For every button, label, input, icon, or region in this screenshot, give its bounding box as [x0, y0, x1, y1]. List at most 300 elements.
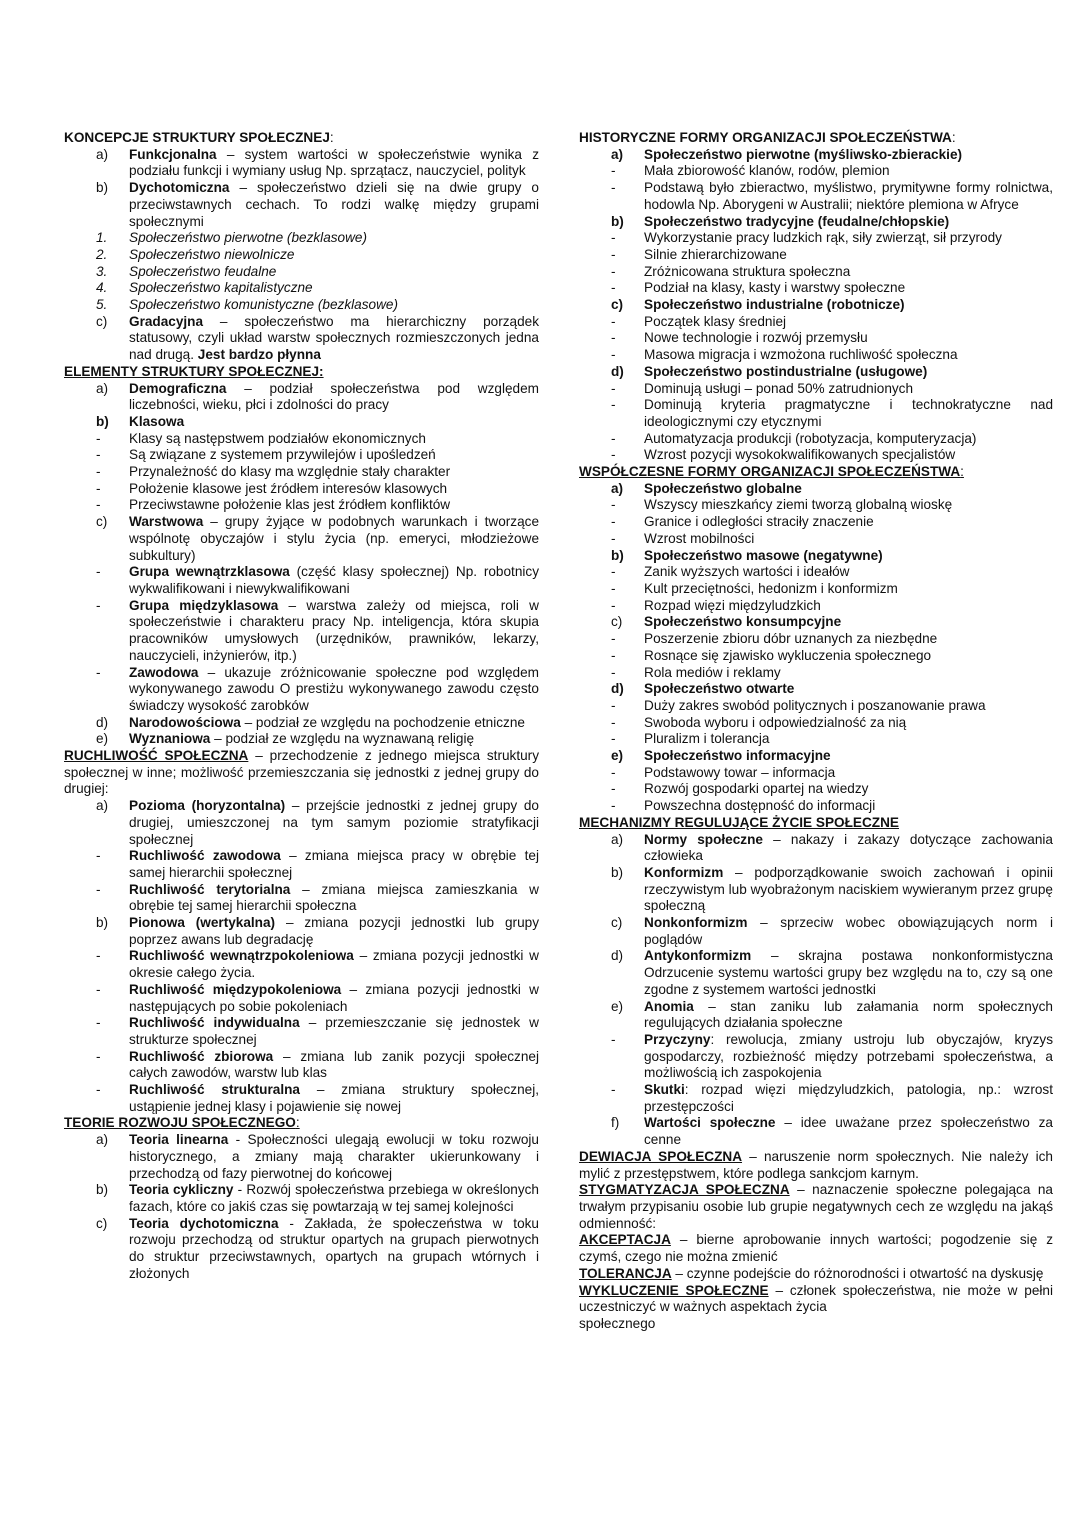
- list-item-text: [644, 765, 1053, 782]
- list-marker: -: [96, 881, 101, 897]
- definition: Rosnące się zjawisko wykluczenia społecznego: [644, 647, 932, 663]
- list-marker: d): [611, 363, 624, 379]
- list-marker: -: [611, 514, 616, 530]
- term: Antykonformizm: [644, 948, 752, 964]
- list-item-text: [129, 1049, 539, 1082]
- definition: – ukazuje zróżnicowanie społeczne pod względem wykonywanego zawodu O prestiżu wykonywanego zawodu często świadczy wysokość zarobków: [129, 664, 539, 713]
- list-item: [579, 230, 1053, 247]
- list-item-text: [129, 598, 539, 665]
- list-item-text: [644, 548, 1053, 565]
- definition: - Rozwój społeczeństwa przebiega w określonych fazach, które co jakiś czas się powtarzają w tej samej kolejności: [129, 1182, 539, 1214]
- list-marker: -: [611, 798, 616, 814]
- term: AKCEPTACJA: [579, 1232, 671, 1248]
- term: Anomia: [644, 998, 694, 1014]
- list-item: [579, 781, 1053, 798]
- list-marker: b): [96, 413, 109, 429]
- list-item: [579, 347, 1053, 364]
- list-marker: -: [611, 647, 616, 663]
- list-item: [64, 1182, 539, 1215]
- definition: Wszyscy mieszkańcy ziemi tworzą globalną wioskę: [644, 497, 953, 513]
- list-item-text: [644, 163, 1053, 180]
- list-item-text: [644, 915, 1053, 948]
- list-item-text: [129, 882, 539, 915]
- term: DEWIACJA SPOŁECZNA: [579, 1148, 743, 1164]
- list-marker: -: [96, 497, 101, 513]
- list-marker: -: [611, 246, 616, 262]
- definition-paragraph: [579, 1316, 1053, 1333]
- definition: Podstawowy towar – informacja: [644, 764, 836, 780]
- term: Społeczeństwo informacyjne: [644, 748, 831, 764]
- definition: - Zakłada, że społeczeństwa w toku rozwoju przechodzą od struktur opartych na grupach pierwotnych do struktur przeciwstawnych, opartych na grupach wtórnych i złożonych: [129, 1215, 539, 1281]
- list-item: [64, 798, 539, 848]
- term: Społeczeństwo industrialne (robotnicze): [644, 297, 905, 313]
- term: Skutki: [644, 1082, 685, 1098]
- list-item: [64, 381, 539, 414]
- definition: – podporządkowanie swoich zachowań i opinii rzeczywistym lub wyobrażonym naciskiem wywieranym przez grupę społeczną: [644, 864, 1053, 914]
- definition: Przeciwstawne położenie klas jest źródłem konfliktów: [129, 497, 451, 513]
- term: Społeczeństwo globalne: [644, 480, 802, 496]
- definition: Początek klasy średniej: [644, 313, 787, 329]
- definition: Społeczeństwo pierwotne (bezklasowe): [129, 230, 368, 246]
- list-item-text: [129, 431, 539, 448]
- list-item-text: [644, 748, 1053, 765]
- definition: – podział ze względu na wyznawaną religię: [210, 731, 475, 747]
- term: Ruchliwość wewnątrzpokoleniowa: [129, 948, 354, 964]
- list-item-text: [644, 147, 1053, 164]
- term: Teoria linearna: [129, 1132, 229, 1148]
- list-item-text: [129, 447, 539, 464]
- definition: Rozwój gospodarki opartej na wiedzy: [644, 781, 869, 797]
- list-marker: -: [96, 597, 101, 613]
- list-item: [64, 731, 539, 748]
- list-item-text: [129, 247, 539, 264]
- list-item: [579, 314, 1053, 331]
- term: Normy społeczne: [644, 831, 763, 847]
- term: WYKLUCZENIE SPOŁECZNE: [579, 1282, 769, 1298]
- definition: Podział na klasy, kasty i warstwy społeczne: [644, 280, 906, 296]
- definition: – przemieszczanie się jednostek w strukturze społecznej: [129, 1015, 539, 1047]
- section-heading-text: TEORIE ROZWOJU SPOŁECZNEGO: [64, 1115, 296, 1131]
- list-item-text: [644, 264, 1053, 281]
- list-item: [64, 982, 539, 1015]
- definition: – nakazy i zakazy dotyczące zachowania człowieka: [644, 831, 1053, 864]
- term: Pozioma (horyzontalna): [129, 798, 286, 814]
- list-item: [64, 564, 539, 597]
- term: TOLERANCJA: [579, 1265, 672, 1281]
- section-heading-text: KONCEPCJE STRUKTURY SPOŁECZNEJ: [64, 130, 330, 145]
- list-item-text: [129, 381, 539, 414]
- definition: Społeczeństwo kapitalistyczne: [129, 280, 313, 296]
- term: Wartości społeczne: [644, 1115, 776, 1131]
- list-marker: -: [611, 1082, 616, 1098]
- list-marker: -: [611, 263, 616, 279]
- list-item: [579, 397, 1053, 430]
- term: Narodowościowa: [129, 714, 241, 730]
- list-marker: -: [611, 447, 616, 463]
- definition: – przechodzenie z jednego miejsca struktury społecznej w inne; możliwość przemieszczania się jednostki z jednej grupy do drugiej:: [64, 748, 540, 797]
- list-item-text: [644, 214, 1053, 231]
- definition-paragraph: [579, 1283, 1053, 1316]
- term: Społeczeństwo konsumpcyjne: [644, 614, 842, 630]
- term: Ruchliwość indywidualna: [129, 1015, 300, 1031]
- term: RUCHLIWOŚĆ SPOŁECZNA: [64, 748, 249, 764]
- list-item: [579, 481, 1053, 498]
- section-heading-text: HISTORYCZNE FORMY ORGANIZACJI SPOŁECZEŃSTWA: [579, 130, 952, 145]
- list-item: [579, 247, 1053, 264]
- definition: – naznaczenie społeczne polegająca na trwałym przypisaniu osobie lub grupie negatywnych cech ze względu na jakąś odmienność:: [579, 1182, 1053, 1231]
- list-item: [64, 598, 539, 665]
- list-item: [64, 497, 539, 514]
- list-item-text: [129, 497, 539, 514]
- definition: – sprzeciw wobec obowiązujących norm i poglądów: [644, 915, 1053, 947]
- definition: Klasy są następstwem podziałów ekonomicznych: [129, 430, 426, 446]
- list-item-text: [129, 982, 539, 1015]
- list-marker: -: [611, 347, 616, 363]
- list-marker: -: [96, 664, 101, 680]
- list-item-text: [129, 230, 539, 247]
- list-item-text: [129, 731, 539, 748]
- term: Pionowa (wertykalna): [129, 915, 276, 931]
- term: STYGMATYZACJA SPOŁECZNA: [579, 1182, 790, 1198]
- list-item: [579, 1032, 1053, 1082]
- list-marker: e): [96, 731, 109, 747]
- list-item-text: [644, 314, 1053, 331]
- definition: – podział społeczeństwa pod względem liczebności, wieku, płci i zdolności do pracy: [129, 380, 539, 413]
- term: Społeczeństwo postindustrialne (usługowe): [644, 363, 928, 379]
- term: Dychotomiczna: [129, 180, 230, 196]
- list-marker: -: [611, 597, 616, 613]
- list-item: [579, 731, 1053, 748]
- list-item: [579, 297, 1053, 314]
- list-marker: b): [611, 864, 624, 880]
- term: Grupa międzyklasowa: [129, 597, 279, 613]
- list-item: [64, 314, 539, 364]
- list-item-text: [644, 665, 1053, 682]
- list-item-text: [644, 347, 1053, 364]
- definition: Podstawą było zbieractwo, myślistwo, prymitywne formy rolnictwa, hodowla Np. Aborygeni w Australii; niektóre plemiona w Afryce: [644, 180, 1053, 212]
- list-item: [579, 865, 1053, 915]
- list-item: [579, 631, 1053, 648]
- list-marker: a): [611, 480, 624, 496]
- definition: Masowa migracja i wzmożona ruchliwość społeczna: [644, 347, 958, 363]
- list-item: [579, 1082, 1053, 1115]
- list-marker: 4.: [96, 280, 108, 296]
- term: Ruchliwość zbiorowa: [129, 1048, 274, 1064]
- definition: Silnie zhierarchizowane: [644, 246, 787, 262]
- list-item: [579, 381, 1053, 398]
- list-item-text: [129, 297, 539, 314]
- list-marker: a): [96, 798, 109, 814]
- list-item: [579, 999, 1053, 1032]
- term: Klasowa: [129, 413, 185, 429]
- list-item-text: [644, 999, 1053, 1032]
- list-item-text: [644, 397, 1053, 430]
- list-marker: -: [96, 981, 101, 997]
- list-marker: -: [96, 480, 101, 496]
- list-marker: c): [96, 1215, 108, 1231]
- definition: Poszerzenie zbioru dóbr uznanych za niezbędne: [644, 631, 938, 647]
- list-item-text: [129, 915, 539, 948]
- list-item: [579, 765, 1053, 782]
- list-item-text: [644, 798, 1053, 815]
- list-item-text: [129, 1182, 539, 1215]
- definition: – bierne aprobowanie innych wartości; pogodzenie się z czymś, czego nie można zmienić: [579, 1232, 1053, 1265]
- definition: – naruszenie norm społecznych. Nie należy ich mylić z przestępstwem, które podlega sankcjom karnym.: [579, 1148, 1053, 1181]
- list-marker: b): [96, 180, 109, 196]
- list-marker: -: [611, 397, 616, 413]
- term: Teoria dychotomiczna: [129, 1215, 279, 1231]
- list-item-text: [644, 247, 1053, 264]
- term: Funkcjonalna: [129, 146, 217, 162]
- definition: Kult przeciętności, hedonizm i konformizm: [644, 580, 898, 596]
- list-item-text: [644, 364, 1053, 381]
- list-item-text: [644, 614, 1053, 631]
- list-item: [579, 497, 1053, 514]
- list-item-text: [644, 631, 1053, 648]
- definition: Mała zbiorowość klanów, rodów, plemion: [644, 163, 890, 179]
- list-item-text: [644, 781, 1053, 798]
- list-marker: -: [611, 230, 616, 246]
- section-heading-text: WSPÓŁCZESNE FORMY ORGANIZACJI SPOŁECZEŃSTWA: [579, 464, 961, 480]
- list-item-text: [644, 1032, 1053, 1082]
- list-item: [64, 1049, 539, 1082]
- list-item: [64, 280, 539, 297]
- section-heading-text: MECHANIZMY REGULUJĄCE ŻYCIE SPOŁECZNE: [579, 814, 899, 830]
- list-item: [579, 264, 1053, 281]
- definition: Wykorzystanie pracy ludzkich rąk, siły zwierząt, sił przyrody: [644, 230, 1002, 246]
- list-item-text: [129, 1015, 539, 1048]
- definition: Dominują usługi – ponad 50% zatrudnionych: [644, 380, 914, 396]
- list-item-text: [129, 798, 539, 848]
- list-marker: f): [611, 1115, 620, 1131]
- definition: społecznego: [579, 1315, 656, 1331]
- term: Społeczeństwo masowe (negatywne): [644, 547, 883, 563]
- list-marker: e): [611, 998, 624, 1014]
- definition: – zmiana miejsca pracy w obrębie tej samej hierarchii społecznej: [129, 848, 539, 880]
- list-item: [64, 247, 539, 264]
- list-marker: -: [611, 497, 616, 513]
- definition: Nowe technologie i rozwój przemysłu: [644, 330, 868, 346]
- list-item: [64, 180, 539, 230]
- list-item: [579, 364, 1053, 381]
- list-item: [64, 230, 539, 247]
- definition-paragraph: [579, 1232, 1053, 1265]
- list-marker: a): [611, 146, 624, 162]
- list-item: [579, 147, 1053, 164]
- list-marker: a): [611, 831, 624, 847]
- list-item: [64, 948, 539, 981]
- list-marker: a): [96, 146, 109, 162]
- list-item-text: [129, 280, 539, 297]
- list-item-text: [644, 330, 1053, 347]
- right-column: [579, 130, 1053, 1333]
- list-marker: -: [96, 848, 101, 864]
- list-item: [579, 180, 1053, 213]
- definition: Społeczeństwo niewolnicze: [129, 246, 295, 262]
- list-item: [64, 1132, 539, 1182]
- definition: – warstwa zależy od miejsca, roli w społeczeństwie i charakteru pracy Np. inteligencja, która skupia pracowników umysłowych (urzędników, prawników, lekarzy, nauczycieli, inżynierów, itp.): [129, 597, 539, 663]
- list-item-text: [644, 1115, 1053, 1148]
- list-marker: -: [611, 163, 616, 179]
- list-item-text: [129, 481, 539, 498]
- list-item-text: [129, 715, 539, 732]
- list-item-text: [129, 414, 539, 431]
- list-marker: -: [611, 664, 616, 680]
- definition: Są związane z systemem przywilejów i upośledzeń: [129, 447, 436, 463]
- list-item: [579, 665, 1053, 682]
- list-item: [64, 447, 539, 464]
- definition: – społeczeństwo ma hierarchiczny porządek statusowy, czyli układ warstw społecznych rozmieszczonych jedna nad drugą.: [129, 313, 539, 363]
- definition: Duży zakres swobód politycznych i poszanowanie prawa: [644, 697, 986, 713]
- list-marker: -: [611, 580, 616, 596]
- list-item-text: [644, 698, 1053, 715]
- list-marker: -: [611, 430, 616, 446]
- definition: – zmiana pozycji jednostki w okresie całego życia.: [129, 948, 539, 981]
- list-marker: -: [611, 564, 616, 580]
- list-item: [64, 882, 539, 915]
- list-marker: -: [96, 1015, 101, 1031]
- list-item: [579, 798, 1053, 815]
- list-marker: b): [611, 547, 624, 563]
- list-marker: c): [96, 313, 108, 329]
- list-item: [579, 163, 1053, 180]
- section-heading-colon: :: [329, 130, 334, 145]
- list-item-text: [129, 848, 539, 881]
- list-item-text: [644, 648, 1053, 665]
- list-marker: -: [611, 697, 616, 713]
- section-heading-colon: :: [295, 1115, 300, 1131]
- list-item-text: [644, 731, 1053, 748]
- definition: – zmiana pozycji jednostki lub grupy poprzez awans lub degradację: [129, 915, 539, 947]
- list-item: [579, 330, 1053, 347]
- definition: Położenie klasowe jest źródłem interesów klasowych: [129, 480, 448, 496]
- list-item: [579, 832, 1053, 865]
- definition: - Społeczności ulegają ewolucji w toku rozwoju historycznego, a zmiany mają charakter ukierunkowany i przechodzą od fazy pierwotnej do końcowej: [129, 1132, 539, 1181]
- list-item-text: [129, 464, 539, 481]
- section-heading: [64, 130, 539, 147]
- section-heading: [579, 464, 1053, 481]
- term: Zawodowa: [129, 664, 199, 680]
- list-item-text: [644, 681, 1053, 698]
- list-item-text: [129, 948, 539, 981]
- list-marker: -: [96, 464, 101, 480]
- term: Społeczeństwo tradycyjne (feudalne/chłopskie): [644, 213, 950, 229]
- list-item-text: [644, 431, 1053, 448]
- list-item-text: [129, 564, 539, 597]
- list-item: [579, 698, 1053, 715]
- definition: Automatyzacja produkcji (robotyzacja, komputeryzacja): [644, 430, 977, 446]
- term: Nonkonformizm: [644, 915, 748, 931]
- list-item: [64, 1082, 539, 1115]
- list-marker: -: [611, 313, 616, 329]
- list-item-text: [129, 1082, 539, 1115]
- list-item-text: [644, 581, 1053, 598]
- list-marker: -: [611, 764, 616, 780]
- list-item: [64, 848, 539, 881]
- term: Społeczeństwo otwarte: [644, 681, 795, 697]
- section-heading: [64, 364, 539, 381]
- term: Społeczeństwo pierwotne (myśliwsko-zbierackie): [644, 146, 963, 162]
- list-marker: c): [611, 915, 623, 931]
- list-item: [64, 665, 539, 715]
- list-marker: -: [611, 180, 616, 196]
- list-marker: 2.: [96, 246, 108, 262]
- list-marker: -: [611, 781, 616, 797]
- term: Konformizm: [644, 864, 724, 880]
- definition: – system wartości w społeczeństwie wynika z podziału funkcji i wymiany usług Np. sprzątacz, nauczyciel, polityk: [129, 146, 539, 179]
- section-heading: [64, 1115, 539, 1132]
- list-item: [64, 915, 539, 948]
- list-item: [579, 514, 1053, 531]
- list-item-text: [129, 264, 539, 281]
- term: Ruchliwość terytorialna: [129, 881, 291, 897]
- list-item: [64, 1216, 539, 1283]
- list-item: [579, 564, 1053, 581]
- left-column: [64, 130, 539, 1283]
- list-marker: -: [96, 564, 101, 580]
- definition: Granice i odległości straciły znaczenie: [644, 514, 874, 530]
- list-item: [64, 297, 539, 314]
- list-marker: b): [96, 1182, 109, 1198]
- list-marker: 3.: [96, 263, 108, 279]
- definition: Rozpad więzi międzyludzkich: [644, 597, 821, 613]
- list-item: [64, 464, 539, 481]
- definition: Społeczeństwo feudalne: [129, 263, 277, 279]
- definition: – czynne podejście do różnorodności i otwartość na dyskusję: [671, 1265, 1044, 1281]
- list-marker: -: [96, 430, 101, 446]
- list-marker: a): [96, 1132, 109, 1148]
- definition: – stan zaniku lub załamania norm społecznych regulujących działania społeczne: [644, 998, 1053, 1031]
- list-item-text: [644, 832, 1053, 865]
- list-marker: b): [611, 213, 624, 229]
- definition: Wzrost mobilności: [644, 530, 755, 546]
- list-item: [579, 447, 1053, 464]
- definition: – zmiana miejsca zamieszkania w obrębie tej samej hierarchii społeczna: [129, 881, 539, 914]
- list-marker: d): [611, 681, 624, 697]
- term: Grupa wewnątrzklasowa: [129, 564, 290, 580]
- definition: : rozpad więzi międzyludzkich, patologia, np.: wzrost przestępczości: [644, 1082, 1053, 1114]
- list-item: [579, 1115, 1053, 1148]
- list-item: [579, 431, 1053, 448]
- definition: – skrajna postawa nonkonformistyczna Odrzucenie systemu wartości grupy bez względu na to, czy są one zgodne z systemem wartości jednostki: [644, 948, 1053, 997]
- list-item-text: [129, 1216, 539, 1283]
- list-item: [579, 948, 1053, 998]
- definition: Zróżnicowana struktura społeczna: [644, 263, 851, 279]
- section-heading-colon: :: [951, 130, 956, 145]
- list-marker: -: [611, 714, 616, 730]
- definition-paragraph: [579, 1182, 1053, 1232]
- definition: Swoboda wyboru i odpowiedzialność za nią: [644, 714, 907, 730]
- definition: Zanik wyższych wartości i ideałów: [644, 564, 850, 580]
- list-item: [579, 715, 1053, 732]
- definition: – zmiana lub zanik pozycji społecznej całych zawodów, warstw lub klas: [129, 1048, 539, 1081]
- list-marker: -: [96, 1048, 101, 1064]
- list-marker: e): [611, 748, 624, 764]
- definition: Pluralizm i tolerancja: [644, 731, 770, 747]
- list-item-text: [644, 715, 1053, 732]
- list-item: [579, 748, 1053, 765]
- list-item: [579, 681, 1053, 698]
- definition: – przejście jednostki z jednej grupy do drugiej, umieszczonej na tym samym poziomie stratyfikacji społecznej: [129, 798, 539, 847]
- list-item: [64, 1015, 539, 1048]
- list-marker: -: [96, 948, 101, 964]
- list-item-text: [129, 665, 539, 715]
- definition: Rola mediów i reklamy: [644, 664, 781, 680]
- list-item-text: [129, 1132, 539, 1182]
- list-marker: b): [96, 915, 109, 931]
- term: Warstwowa: [129, 514, 204, 530]
- definition: Powszechna dostępność do informacji: [644, 798, 876, 814]
